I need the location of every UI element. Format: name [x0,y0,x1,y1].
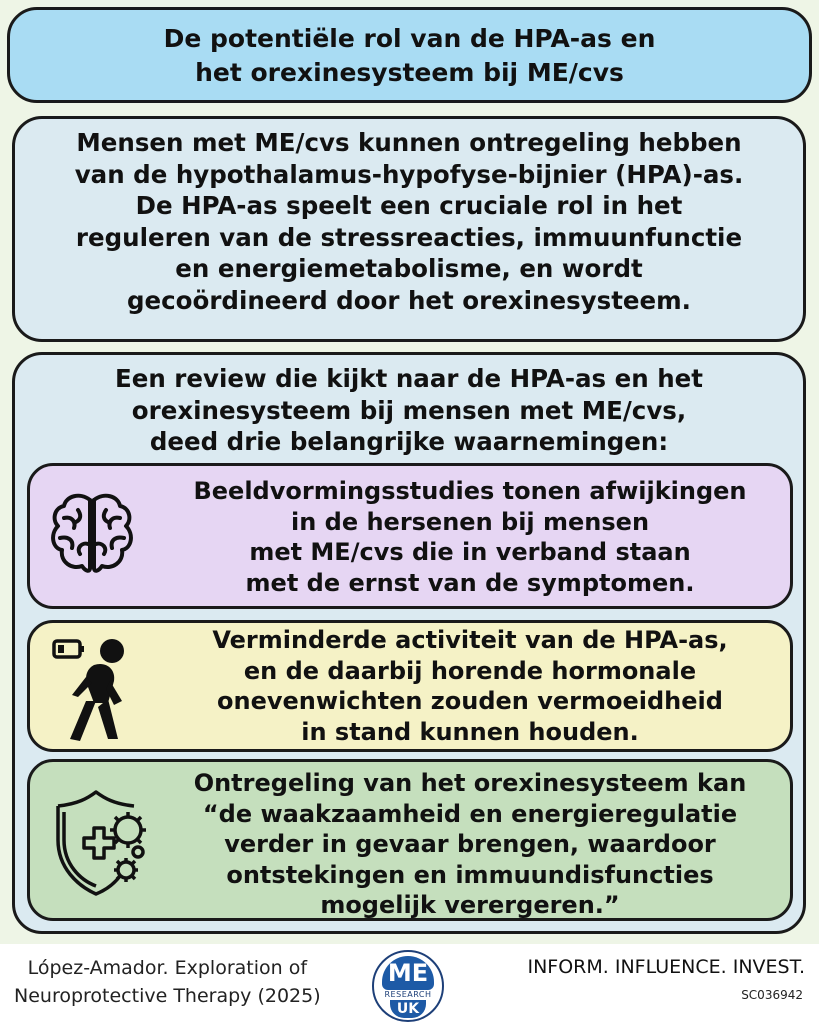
me-research-uk-logo [372,950,444,1022]
brain-icon [50,490,134,580]
finding-card-brain-imaging [27,463,793,609]
finding-card-hpa-activity [27,620,793,752]
tagline: INFORM. INFLUENCE. INVEST. [527,956,805,978]
review-heading [15,363,803,458]
footer [0,944,819,1024]
immune-shield-icon [50,790,150,900]
finding-card-orexin-system [27,759,793,921]
finding-line: mogelijk verergeren.” [320,891,620,919]
finding-line: in stand kunnen houden. [301,717,639,746]
logo-research-text: RESEARCH [384,990,432,999]
review-line: orexinesysteem bij mensen met ME/cvs, [131,395,687,425]
finding-line: onevenwichten zouden vermoeidheid [217,687,723,715]
charity-number: SC036942 [741,988,803,1002]
finding-line: met ME/cvs die in verband staan [249,538,691,566]
finding-line: ontstekingen en immuundisfuncties [226,860,714,889]
title-line-2: het orexinesysteem bij ME/cvs [195,58,624,87]
citation-line-2: Neuroprotective Therapy (2025) [14,985,321,1007]
finding-line: Ontregeling van het orexinesysteem kan [193,769,747,797]
intro-line: Mensen met ME/cvs kunnen ontregeling hebben [76,128,742,157]
finding-line: verder in gevaar brengen, waardoor [224,830,716,858]
citation-line-1: López-Amador. Exploration of [27,957,308,979]
finding-line: “de waakzaamheid en energieregulatie [202,799,738,828]
finding-text [160,625,780,747]
review-line: deed drie belangrijke waarnemingen: [149,427,669,456]
finding-text [160,768,780,921]
intro-line: reguleren van de stressreacties, immuunfunctie [75,222,743,252]
finding-line: in de hersenen bij mensen [290,507,650,536]
page-title [7,7,812,103]
finding-line: en de daarbij horende hormonale [243,656,697,685]
citation [14,954,321,1010]
finding-line: Beeldvormingsstudies tonen afwijkingen [193,477,747,505]
logo-me-text: ME [382,956,434,990]
title-line-1: De potentiële rol van de HPA-as en [163,24,656,53]
intro-line: gecoördineerd door het orexinesysteem. [126,285,691,315]
finding-text [160,476,780,598]
intro-line: van de hypothalamus-hypofyse-bijnier (HPA)-as. [74,159,744,189]
review-line: Een review die kijkt naar de HPA-as en het [114,364,704,393]
intro-panel [12,116,806,342]
finding-line: Verminderde activiteit van de HPA-as, [212,626,728,654]
fatigued-person-icon [50,631,140,743]
intro-line: en energiemetabolisme, en wordt [175,254,643,283]
review-panel [12,352,806,934]
logo-uk-text: UK [390,1000,426,1018]
intro-line: De HPA-as speelt een cruciale rol in het [135,191,683,220]
finding-line: met de ernst van de symptomen. [245,568,695,597]
